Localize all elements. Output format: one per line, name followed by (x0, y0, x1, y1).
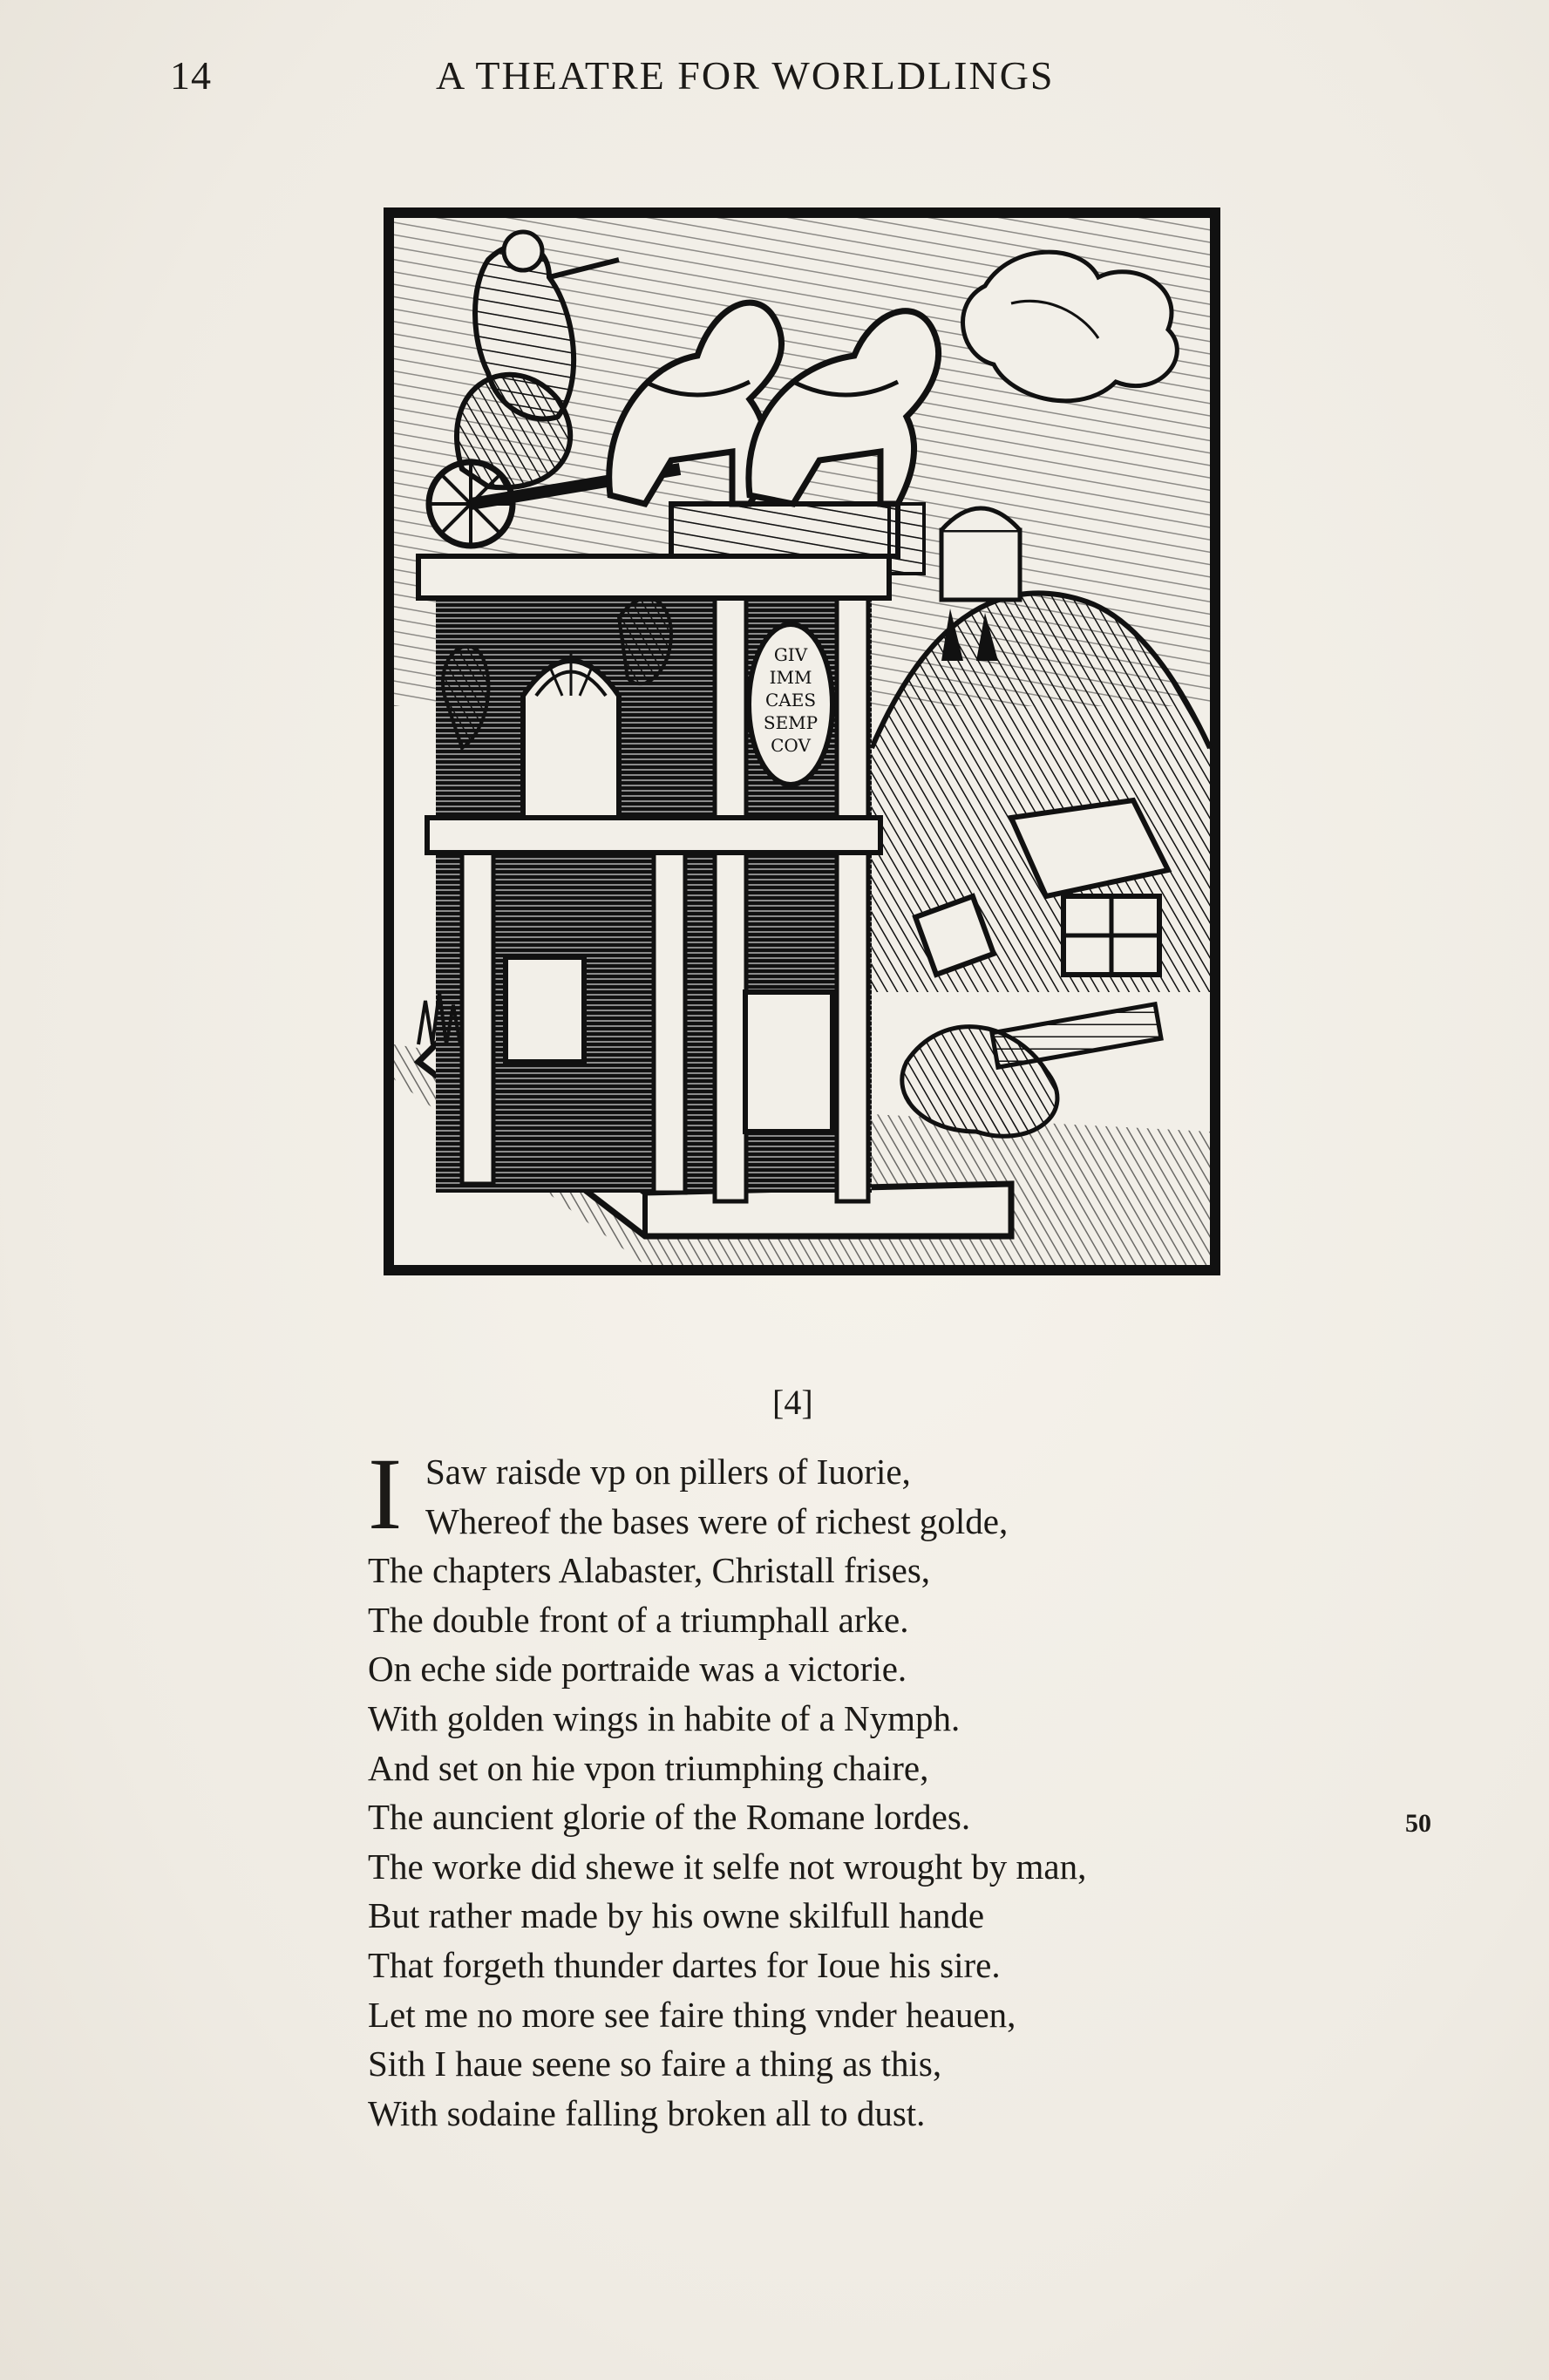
inscription-line: IMM (769, 667, 812, 688)
running-head: A THEATRE FOR WORLDLINGS (436, 53, 1055, 98)
poem-line: The double front of a triumphall arke. (368, 1599, 909, 1640)
poem-line: The auncient glorie of the Romane lordes. (368, 1797, 971, 1838)
inscription-line: SEMP (763, 712, 819, 733)
poem-line: But rather made by his owne skilfull hande (368, 1895, 985, 1936)
poem-line: Whereof the bases were of richest golde, (425, 1500, 1009, 1541)
poem-line: Let me no more see faire thing vnder heauen, (368, 1994, 1016, 2035)
poem-line: With golden wings in habite of a Nymph. (368, 1697, 961, 1738)
poem-line: And set on hie vpon triumphing chaire, (368, 1747, 929, 1788)
page-number: 14 (170, 53, 212, 98)
inscription-line: CAES (764, 690, 817, 711)
poem-line: Saw raisde vp on pillers of Iuorie, (425, 1452, 911, 1492)
drop-cap: I (368, 1437, 403, 1551)
poem-block (368, 1437, 1335, 2138)
poem-line: The chapters Alabaster, Christall frises, (368, 1550, 931, 1591)
woodcut-illustration (384, 207, 1220, 1275)
inscription-line: GIV (773, 644, 808, 665)
poem-line: On eche side portraide was a victorie. (368, 1649, 907, 1690)
poem-line: Sith I haue seene so faire a thing as this, (368, 2043, 942, 2084)
page-header (0, 52, 1549, 113)
section-number: [4] (772, 1383, 813, 1422)
poem-line: The worke did shewe it selfe not wrought by man, (368, 1846, 1087, 1887)
poem-line: With sodaine falling broken all to dust. (368, 2092, 926, 2133)
poem-line: That forgeth thunder dartes for Ioue his sire. (368, 1944, 1001, 1985)
line-number-marker: 50 (1405, 1809, 1431, 1838)
inscription-line: COV (771, 735, 811, 756)
triumphal-arch-woodcut-icon (384, 207, 1220, 1275)
